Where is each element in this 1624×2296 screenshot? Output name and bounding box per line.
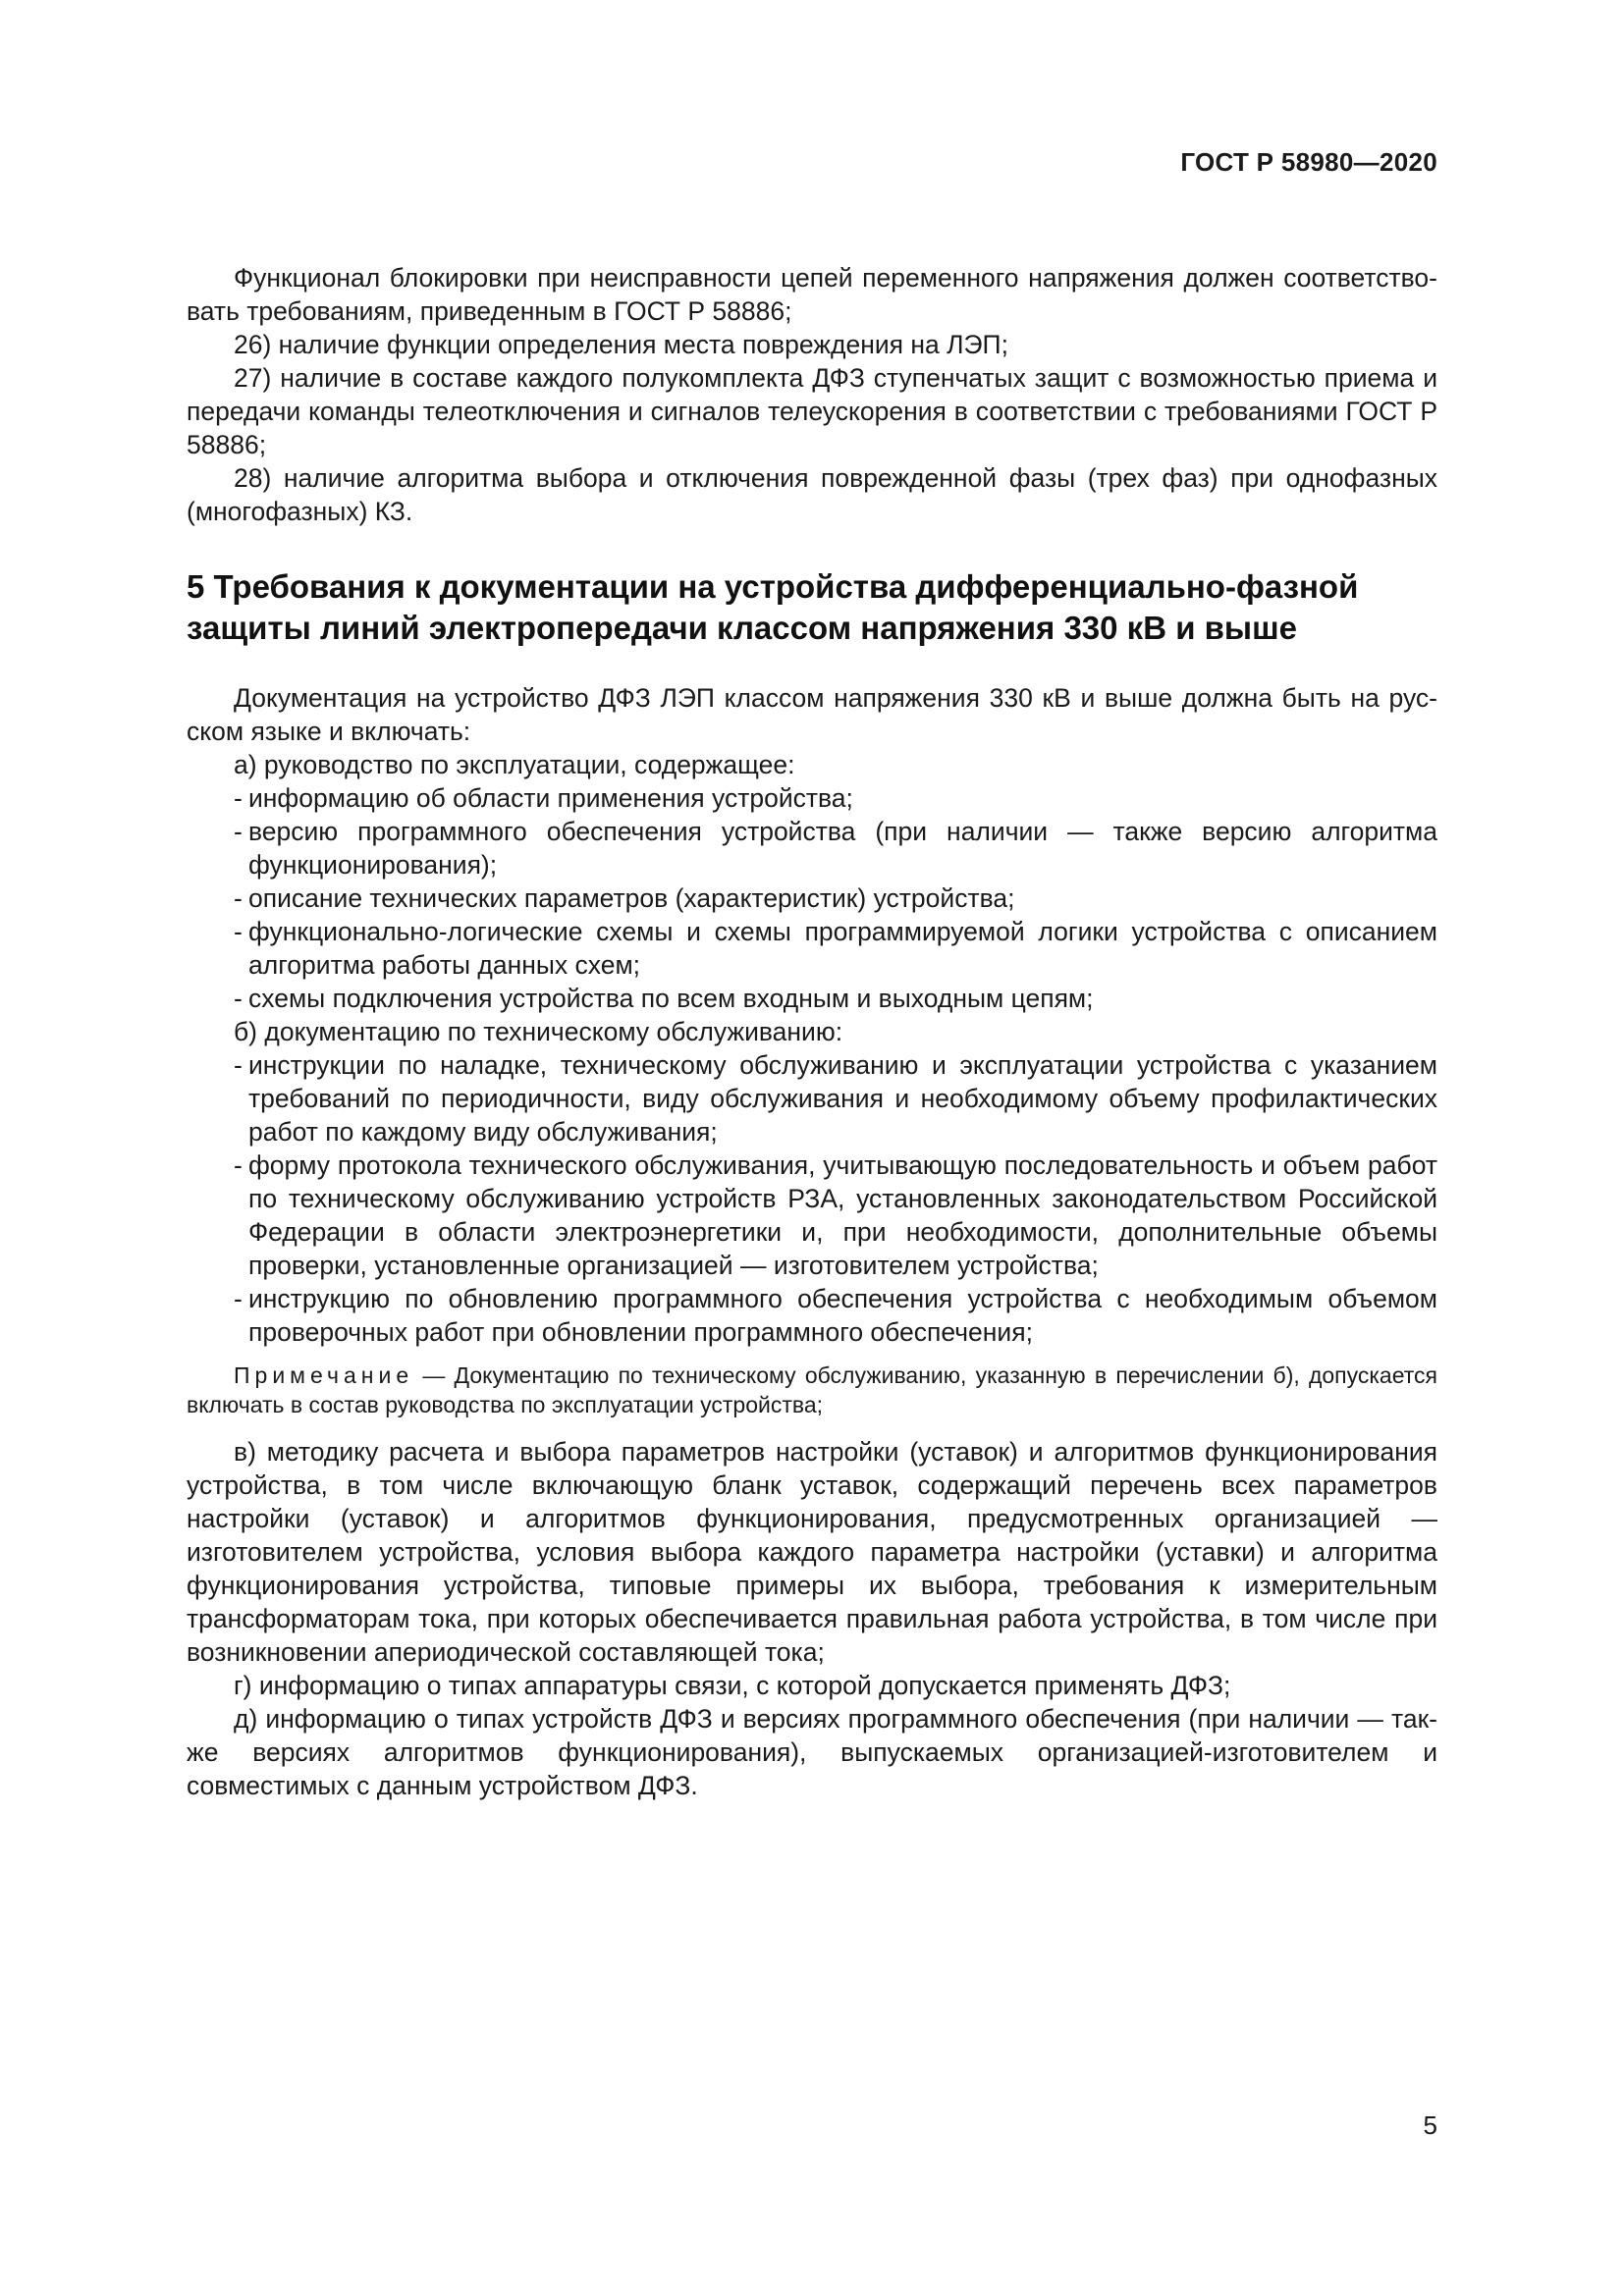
- item-a-sub-5-text: схемы подключения устройства по всем входным и выходным цепям;: [248, 984, 1094, 1013]
- item-27: [187, 361, 1437, 461]
- item-a-sub-3: [187, 881, 1437, 915]
- item-28-text: 28) наличие алгоритма выбора и отключения поврежденной фазы (трех фаз) при однофазных (многофазных) КЗ.: [187, 463, 1437, 526]
- item-a-sub-3-text: описание технических параметров (характеристик) устройства;: [248, 883, 1015, 913]
- dash-marker: -: [234, 817, 243, 846]
- item-v: [187, 1435, 1437, 1669]
- item-d: [187, 1702, 1437, 1802]
- paragraph-text: Функционал блокировки при неисправности цепей переменного напряжения должен соответствовать требованиям, приведенным в ГОСТ Р 58886;: [187, 263, 1437, 326]
- item-26: [187, 328, 1437, 361]
- item-b-sub-3-text: инструкцию по обновлению программного обеспечения устройства с необходимым объемом проверочных работ при обновлении программного обеспечения;: [248, 1284, 1437, 1347]
- item-b-sub-2: [187, 1148, 1437, 1282]
- item-a-sub-2-text: версию программного обеспечения устройства (при наличии — также версию алгоритма функционирования);: [248, 817, 1437, 880]
- dash-marker: -: [234, 783, 243, 813]
- note-label: Примечание: [234, 1362, 414, 1388]
- item-g: [187, 1669, 1437, 1702]
- item-a-sub-1-text: информацию об области применения устройства;: [248, 783, 853, 813]
- item-a-sub-1: [187, 781, 1437, 815]
- dash-marker: -: [234, 984, 243, 1013]
- paragraph-blocking-functional: [187, 228, 1437, 328]
- item-b-sub-1: [187, 1048, 1437, 1148]
- item-a-sub-4: [187, 915, 1437, 982]
- item-g-text: г) информацию о типах аппаратуры связи, с которой допускается применять ДФЗ;: [234, 1671, 1231, 1700]
- item-b-sub-2-text: форму протокола технического обслуживания, учитывающую последовательность и объем работ по техническому обслуживанию устройств РЗА, установленных законодательством Российской Федерации в области электроэнергетики и, при необходимости, дополнительные объемы проверки, установленные организацией — изготовителем устройства;: [248, 1150, 1437, 1280]
- dash-marker: -: [234, 1050, 243, 1080]
- item-a-label: [187, 748, 1437, 781]
- page-number: 5: [1423, 2110, 1437, 2140]
- item-26-text: 26) наличие функции определения места повреждения на ЛЭП;: [234, 330, 1008, 359]
- dash-marker: -: [234, 917, 243, 946]
- document-body: [187, 228, 1437, 1802]
- section-5-intro: [187, 681, 1437, 748]
- note-block: [187, 1361, 1437, 1419]
- item-a-sub-2: [187, 815, 1437, 881]
- note-text: — Документацию по техническому обслуживанию, указанную в перечислении б), допускается включать в состав руководства по эксплуатации устройства;: [187, 1362, 1437, 1417]
- item-d-text: д) информацию о типах устройств ДФЗ и версиях программного обеспечения (при наличии — также версиях алгоритмов функционирования), выпускаемых организацией-изготовителем и совместимых с данным устройством ДФЗ.: [187, 1704, 1437, 1800]
- item-a-label-text: а) руководство по эксплуатации, содержащее:: [234, 750, 795, 779]
- item-v-text: в) методику расчета и выбора параметров настройки (уставок) и алгоритмов функционирования устройства, в том числе включающую бланк уставок, содержащий перечень всех параметров настройки (уставок) и алгоритмов функционирования, предусмотренных организацией — изготовителем устройства, условия выбора каждого параметра настройки (уставки) и алгоритма функционирования устройства, типовые примеры их выбора, требования к измерительным трансформаторам тока, при которых обеспечивается правильная работа устройства, в том числе при возникновении апериодической составляющей тока;: [187, 1437, 1437, 1667]
- item-b-label-text: б) документацию по техническому обслуживанию:: [234, 1017, 843, 1046]
- section-5-intro-text: Документация на устройство ДФЗ ЛЭП классом напряжения 330 кВ и выше должна быть на русском языке и включать:: [187, 683, 1437, 746]
- item-b-sub-3: [187, 1282, 1437, 1349]
- item-b-label: [187, 1015, 1437, 1048]
- document-code-header: ГОСТ Р 58980—2020: [1180, 147, 1437, 177]
- item-b-sub-1-text: инструкции по наладке, техническому обслуживанию и эксплуатации устройства с указанием требований по периодичности, виду обслуживания и необходимому объему профилактических работ по каждому виду обслуживания;: [248, 1050, 1437, 1147]
- item-a-sub-4-text: функционально-логические схемы и схемы программируемой логики устройства с описанием алгоритма работы данных схем;: [248, 917, 1437, 980]
- item-28: [187, 461, 1437, 528]
- dash-marker: -: [234, 1284, 243, 1313]
- item-27-text: 27) наличие в составе каждого полукомплекта ДФЗ ступенчатых защит с возможностью приема и передачи команды телеотключения и сигналов телеускорения в соответствии с требованиями ГОСТ Р 58886;: [187, 363, 1437, 459]
- item-a-sub-5: [187, 982, 1437, 1015]
- section-5-title: 5 Требования к документации на устройства дифференциально-фазной защиты линий электропередачи классом напряжения 330 кВ и выше: [187, 568, 1359, 646]
- dash-marker: -: [234, 1150, 243, 1180]
- dash-marker: -: [234, 883, 243, 913]
